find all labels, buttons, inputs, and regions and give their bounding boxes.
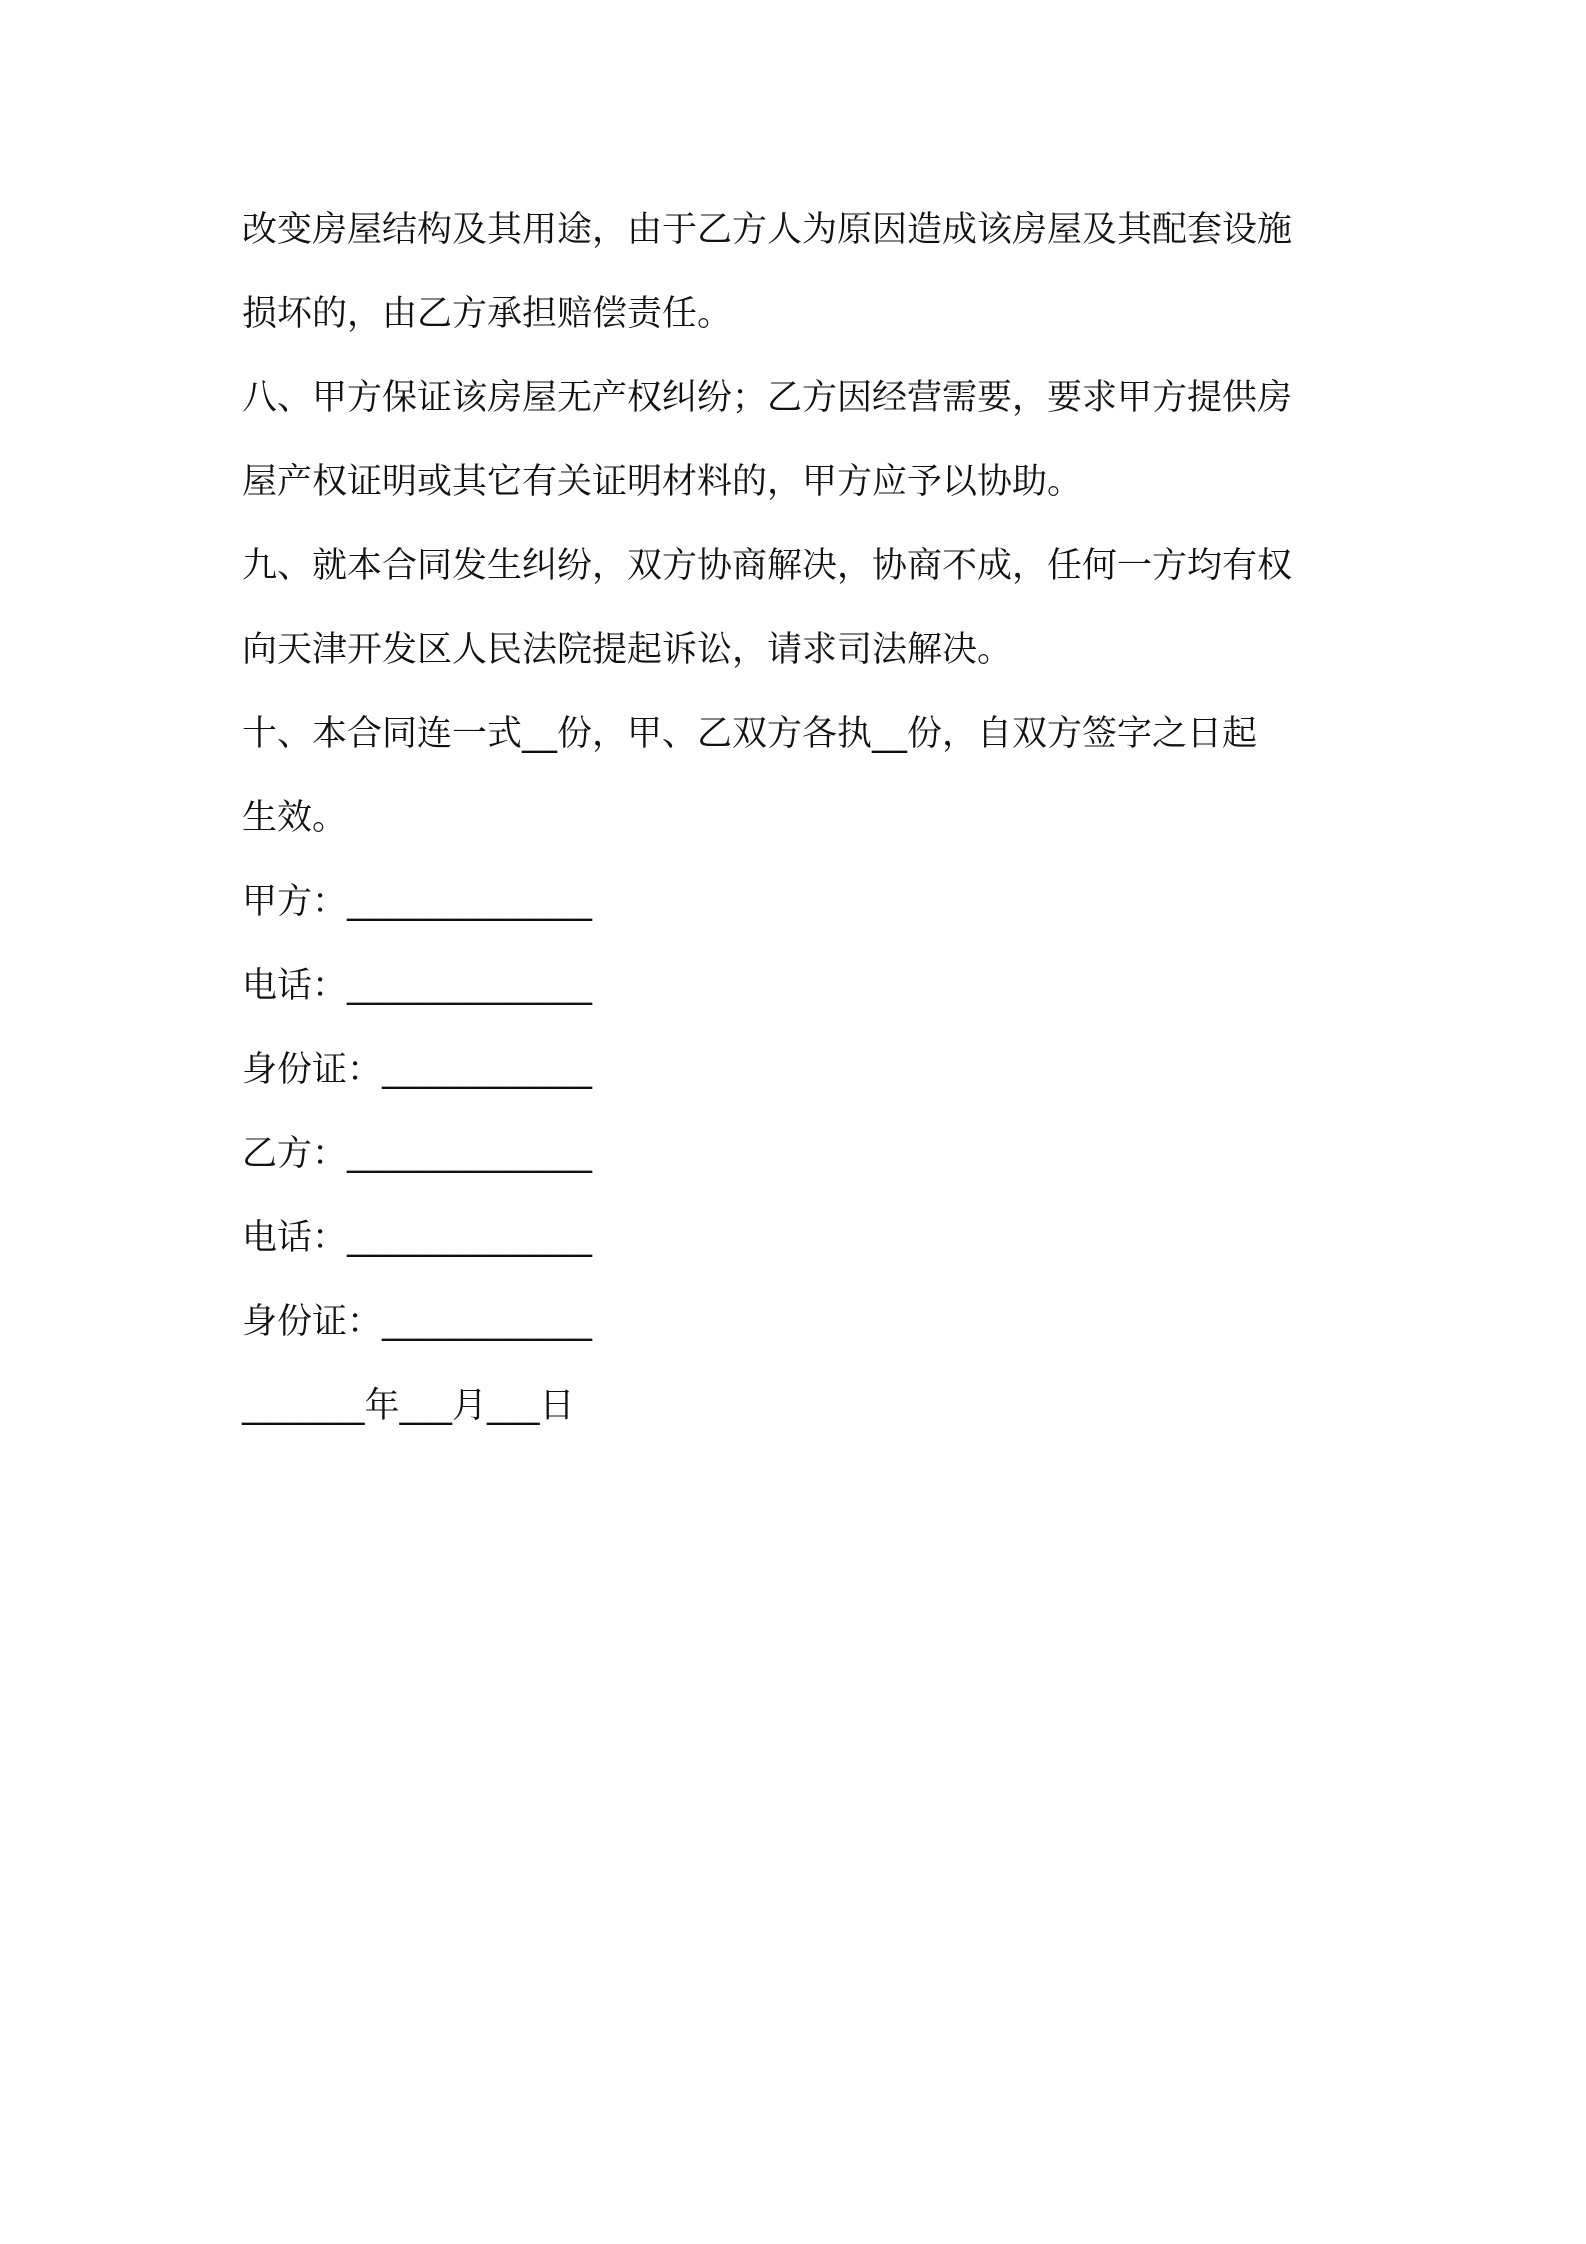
party-b-signature-field: 乙方：______________ (242, 1134, 593, 1174)
clause-eight-line: 八、甲方保证该房屋无产权纠纷；乙方因经营需要，要求甲方提供房 (242, 378, 1293, 418)
clause-nine-line: 九、就本合同发生纠纷，双方协商解决，协商不成，任何一方均有权 (242, 546, 1293, 586)
document-body (242, 200, 1362, 1460)
clause-ten-line: 生效。 (242, 798, 348, 838)
party-b-id-field: 身份证：____________ (242, 1302, 593, 1342)
party-a-signature-field: 甲方：______________ (242, 882, 593, 922)
clause-eight-line: 屋产权证明或其它有关证明材料的，甲方应予以协助。 (242, 462, 1083, 502)
clause-nine-line: 向天津开发区人民法院提起诉讼，请求司法解决。 (242, 630, 1013, 670)
party-a-id-field: 身份证：____________ (242, 1050, 593, 1090)
paragraph-line: 损坏的，由乙方承担赔偿责任。 (242, 294, 733, 334)
party-b-phone-field: 电话：______________ (242, 1218, 593, 1258)
paragraph-line: 改变房屋结构及其用途，由于乙方人为原因造成该房屋及其配套设施 (242, 210, 1293, 250)
clause-ten-line: 十、本合同连一式__份，甲、乙双方各执__份，自双方签字之日起 (242, 714, 1258, 754)
date-field: _______年___月___日 (242, 1386, 575, 1426)
party-a-phone-field: 电话：______________ (242, 966, 593, 1006)
